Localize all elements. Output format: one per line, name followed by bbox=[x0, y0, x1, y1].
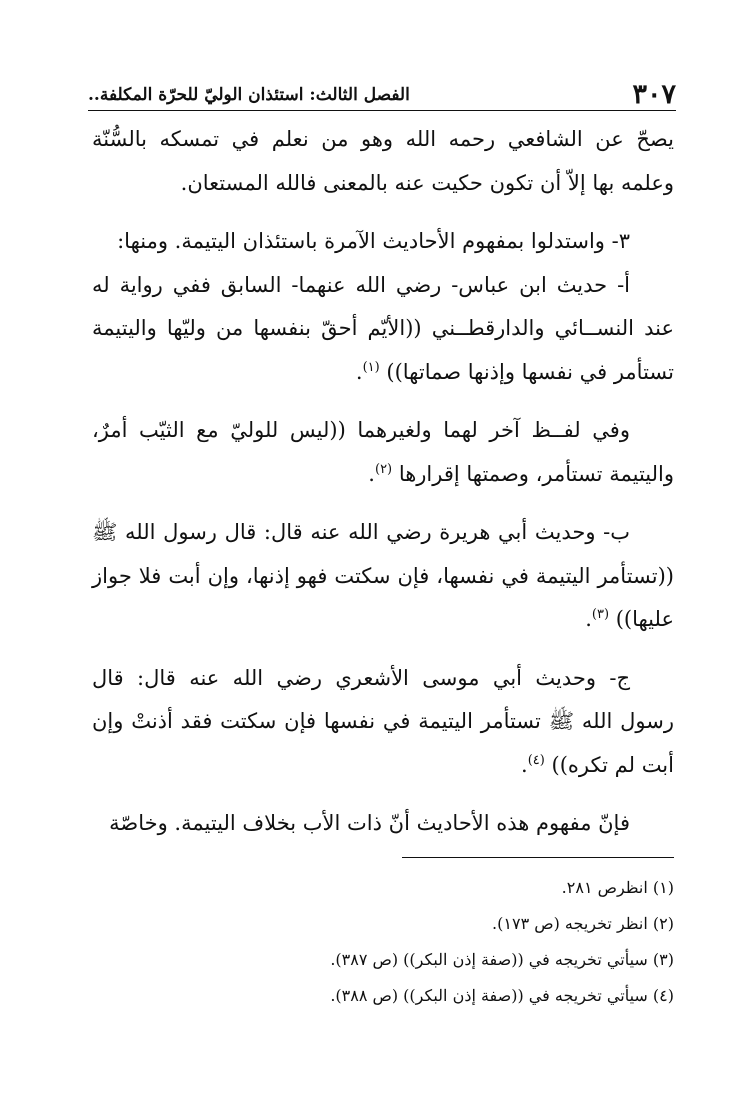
paragraph-text: أ- حديث ابن عباس- رضي الله عنهما- السابق ففي رواية له عند النســائي والدارقطــني ((الأيّم أحقّ بنفسها من وليّها واليتيمة تستأمر في نفسها وإذنها صماتها)) bbox=[92, 272, 674, 384]
footnote-reference[interactable]: (٢) bbox=[374, 461, 393, 477]
paragraph-text: ج- وحديث أبي موسى الأشعري رضي الله عنه قال: قال رسول الله ﷺ تستأمر اليتيمة في نفسها فإن سكتت فقد أذنتْ وإن أبت لم تكره)) bbox=[92, 665, 674, 777]
paragraph-end: . bbox=[368, 461, 375, 486]
paragraph bbox=[92, 264, 674, 395]
footnote-3: (٣) سيأتي تخريجه في ((صفة إذن البكر)) (ص ٣٨٧). bbox=[330, 950, 674, 969]
page-number: ٣٠٧ bbox=[632, 79, 676, 110]
paragraph bbox=[92, 802, 674, 846]
paragraph-text: يصحّ عن الشافعي رحمه الله وهو من نعلم في تمسكه بالسُّنّة وعلمه بها إلاّ أن تكون حكيت عنه بالمعنى فالله المستعان. bbox=[92, 127, 674, 195]
chapter-title: الفصل الثالث: استئذان الوليّ للحرّة المكلفة.. bbox=[88, 85, 410, 105]
paragraph-text: ب- وحديث أبي هريرة رضي الله عنه قال: قال رسول الله ﷺ ((تستأمر اليتيمة في نفسها، فإن سكتت فهو إذنها، وإن أبت فلا جواز عليها)) bbox=[92, 520, 674, 631]
paragraph bbox=[92, 511, 674, 642]
footnote-4: (٤) سيأتي تخريجه في ((صفة إذن البكر)) (ص ٣٨٨). bbox=[330, 986, 674, 1005]
body-text bbox=[92, 118, 674, 846]
footnote-reference[interactable]: (٣) bbox=[591, 607, 610, 622]
paragraph bbox=[92, 409, 674, 496]
header-divider bbox=[88, 110, 676, 111]
paragraph-end: . bbox=[585, 607, 592, 631]
paragraph-end: . bbox=[355, 359, 363, 384]
footnote-1: (١) انظرص ٢٨١. bbox=[561, 878, 674, 897]
paragraph-text: فإنّ مفهوم هذه الأحاديث أنّ ذات الأب بخلاف اليتيمة. وخاصّة bbox=[109, 811, 630, 835]
paragraph bbox=[92, 220, 674, 264]
footnote-reference[interactable]: (٤) bbox=[527, 752, 545, 768]
paragraph-text: وفي لفــظ آخر لهما ولغيرهما ((ليس للوليّ مع الثيّب أمرٌ، واليتيمة تستأمر، وصمتها إقرارها bbox=[92, 418, 674, 486]
paragraph bbox=[92, 118, 674, 205]
paragraph-text: ٣- واستدلوا بمفهوم الأحاديث الآمرة باستئذان اليتيمة. ومنها: bbox=[117, 229, 630, 253]
paragraph-end: . bbox=[521, 752, 528, 777]
footnote-2: (٢) انظر تخريجه (ص ١٧٣). bbox=[492, 914, 674, 933]
footnote-divider bbox=[402, 857, 674, 858]
running-header bbox=[88, 80, 678, 112]
footnote-reference[interactable]: (١) bbox=[362, 359, 380, 375]
footnotes bbox=[200, 870, 674, 1014]
paragraph bbox=[92, 657, 674, 788]
